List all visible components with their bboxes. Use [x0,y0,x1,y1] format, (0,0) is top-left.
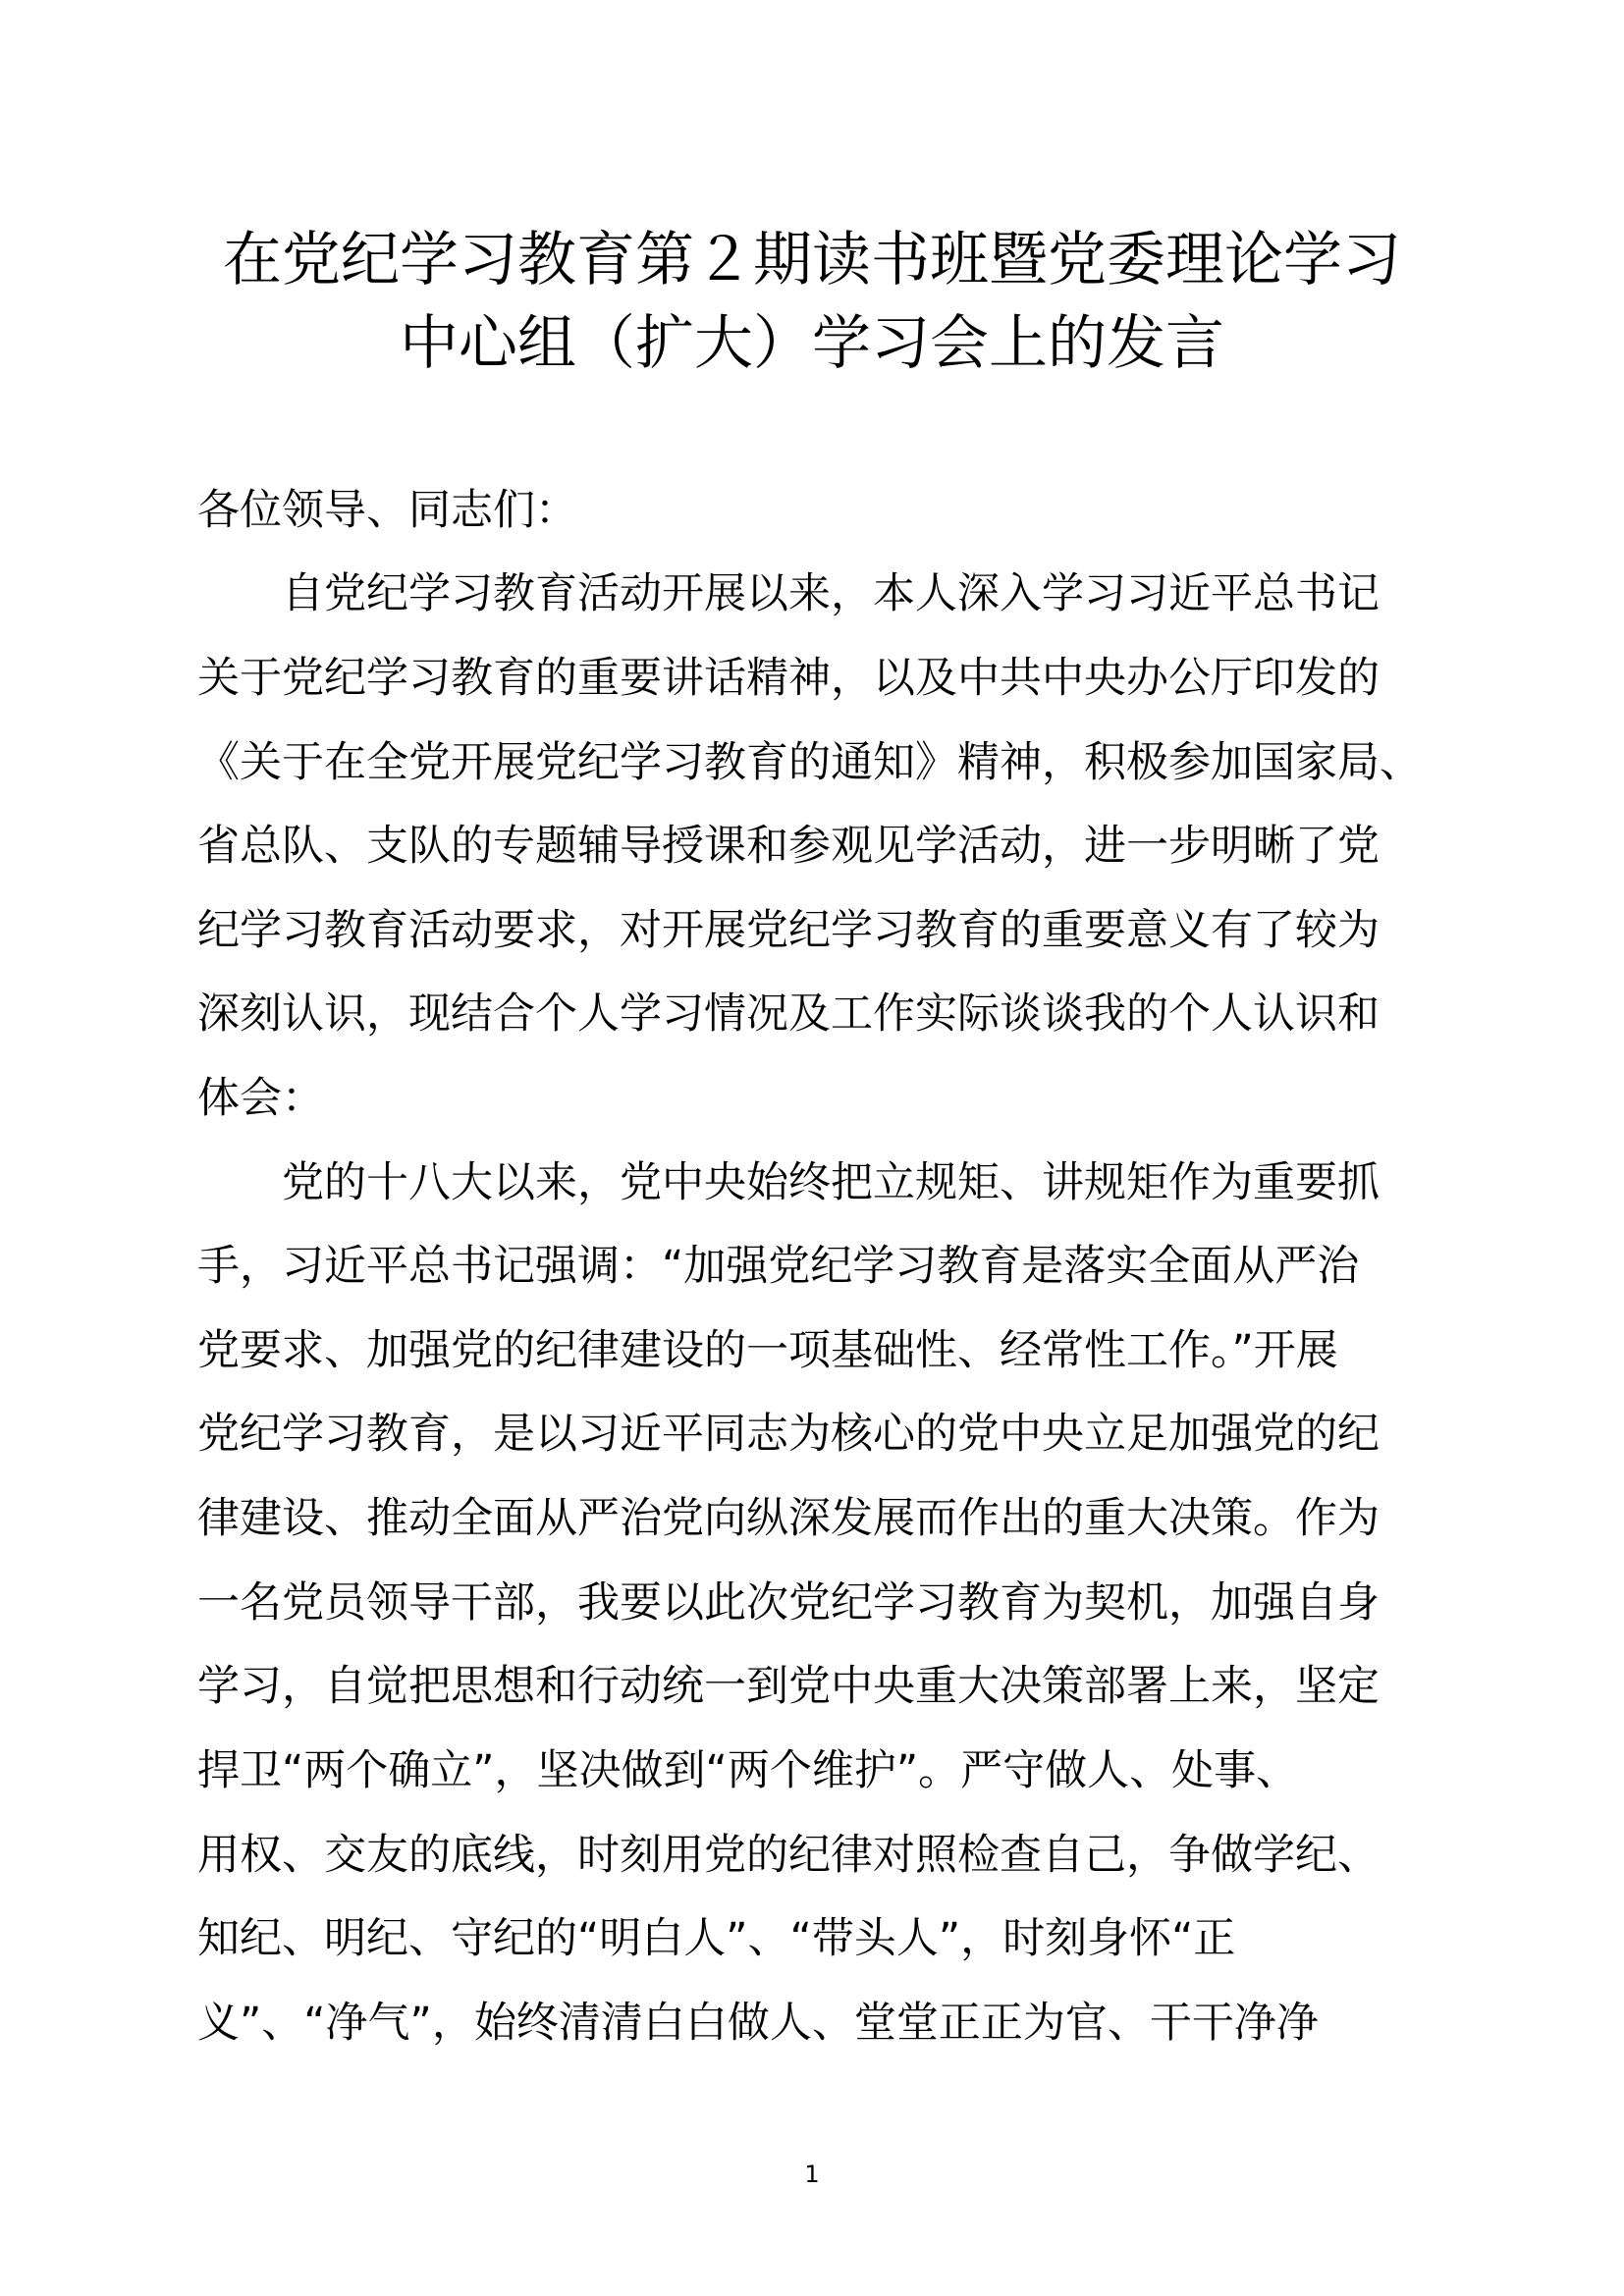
paragraph-1-line: 深刻认识，现结合个人学习情况及工作实际谈谈我的个人认识和 [197,989,1380,1039]
paragraph-2-line: 党纪学习教育，是以习近平同志为核心的党中央立足加强党的纪 [197,1410,1380,1459]
paragraph-2-line: 知纪、明纪、守纪的“明白人”、“带头人”，时刻身怀“正 [197,1914,1236,1963]
paragraph-1-line: 《关于在全党开展党纪学习教育的通知》精神，积极参加国家局、 [197,738,1422,787]
paragraph-2-line: 党的十八大以来，党中央始终把立规矩、讲规矩作为重要抓 [282,1158,1380,1207]
paragraph-2-line: 一名党员领导干部，我要以此次党纪学习教育为契机，加强自身 [197,1578,1380,1628]
document-title-line-1: 在党纪学习教育第２期读书班暨党委理论学习 [223,226,1401,294]
page-number: 1 [804,2161,820,2188]
paragraph-2-line: 党要求、加强党的纪律建设的一项基础性、经常性工作。”开展 [197,1326,1338,1375]
paragraph-1-line: 关于党纪学习教育的重要讲话精神，以及中共中央办公厅印发的 [197,654,1380,703]
paragraph-1-line: 纪学习教育活动要求，对开展党纪学习教育的重要意义有了较为 [197,906,1380,955]
salutation: 各位领导、同志们： [197,486,577,535]
document-title-line-2: 中心组（扩大）学习会上的发言 [400,309,1224,378]
paragraph-2-line: 义”、“净气”，始终清清白白做人、堂堂正正为官、干干净净 [197,1999,1319,2048]
paragraph-2-line: 用权、交友的底线，时刻用党的纪律对照检查自己，争做学纪、 [197,1831,1380,1880]
paragraph-1-line: 省总队、支队的专题辅导授课和参观见学活动，进一步明晰了党 [197,822,1380,871]
paragraph-2-line: 律建设、推动全面从严治党向纵深发展而作出的重大决策。作为 [197,1494,1380,1543]
paragraph-2-line: 手，习近平总书记强调：“加强党纪学习教育是落实全面从严治 [197,1242,1360,1291]
paragraph-1-line: 自党纪学习教育活动开展以来，本人深入学习习近平总书记 [282,569,1380,618]
paragraph-1-line: 体会： [197,1074,324,1123]
paragraph-2-line: 捍卫“两个确立”，坚决做到“两个维护”。严守做人、处事、 [197,1746,1299,1795]
paragraph-2-line: 学习，自觉把思想和行动统一到党中央重大决策部署上来，坚定 [197,1662,1380,1711]
